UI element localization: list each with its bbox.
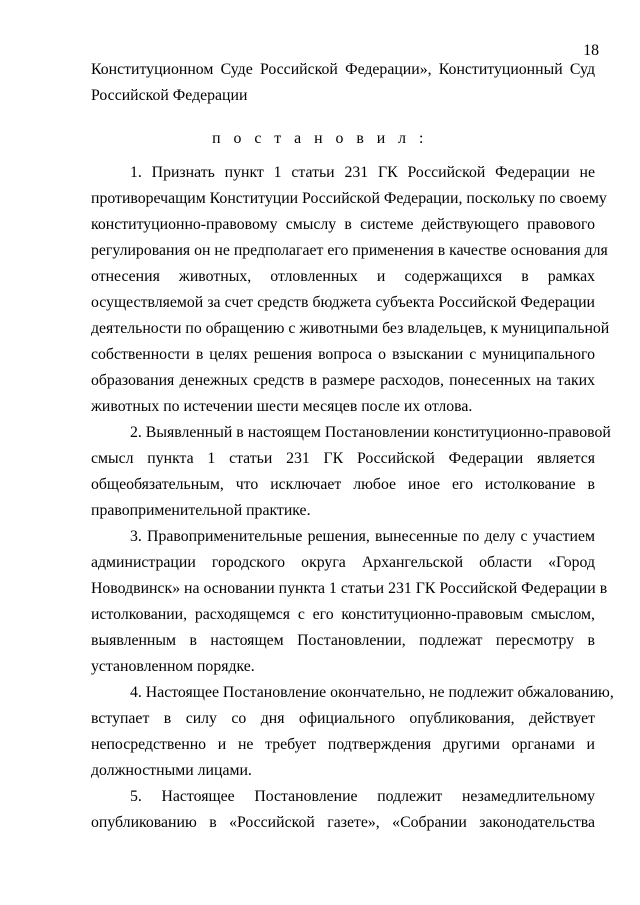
text-line: животных по истечении шести месяцев после их отлова. [91, 398, 473, 415]
text-line: непосредственно и не требует подтверждения другими органами и [91, 736, 595, 753]
text-line: регулирования он не предполагает его применения в качестве основания для [91, 242, 608, 259]
text-line: осуществляемой за счет средств бюджета субъекта Российской Федерации [91, 294, 595, 311]
text-line: общеобязательным, что исключает любое иное его истолкование в [91, 476, 595, 493]
text-line: 1. Признать пункт 1 статьи 231 ГК Российской Федерации не [130, 164, 595, 181]
text-line: выявленным в настоящем Постановлении, подлежат пересмотру в [91, 632, 595, 649]
text-line: истолковании, расходящемся с его конституционно-правовым смыслом, [91, 606, 595, 623]
text-line: вступает в силу со дня официального опубликования, действует [91, 710, 595, 727]
text-line: собственности в целях решения вопроса о взыскании с муниципального [91, 346, 595, 363]
resolution-heading: п о с т а н о в и л : [212, 130, 428, 147]
text-line: Новодвинск» на основании пункта 1 статьи 231 ГК Российской Федерации в [91, 580, 608, 597]
text-line: отнесения животных, отловленных и содержащихся в рамках [91, 268, 595, 285]
text-line: установленном порядке. [91, 658, 255, 675]
page-number: 18 [583, 42, 599, 59]
text-line: Российской Федерации [91, 87, 248, 104]
text-line: опубликованию в «Российской газете», «Собрании законодательства [91, 814, 595, 831]
text-line: образования денежных средств в размере расходов, понесенных на таких [91, 372, 595, 389]
text-line: конституционно-правовому смыслу в системе действующего правового [91, 216, 595, 233]
text-line: 3. Правоприменительные решения, вынесенные по делу с участием [130, 528, 595, 545]
text-line: правоприменительной практике. [91, 502, 311, 519]
text-line: должностными лицами. [91, 762, 252, 779]
text-line: противоречащим Конституции Российской Федерации, поскольку по своему [91, 190, 607, 207]
text-line: смысл пункта 1 статьи 231 ГК Российской Федерации является [91, 450, 595, 467]
text-line: 4. Настоящее Постановление окончательно, не подлежит обжалованию, [130, 684, 614, 701]
text-line: 5. Настоящее Постановление подлежит незамедлительному [130, 788, 595, 805]
text-line: Конституционном Суде Российской Федерации», Конституционный Суд [91, 61, 595, 78]
text-line: администрации городского округа Архангельской области «Город [91, 554, 595, 571]
text-line: деятельности по обращению с животными без владельцев, к муниципальной [91, 320, 610, 337]
text-line: 2. Выявленный в настоящем Постановлении конституционно-правовой [130, 424, 611, 441]
